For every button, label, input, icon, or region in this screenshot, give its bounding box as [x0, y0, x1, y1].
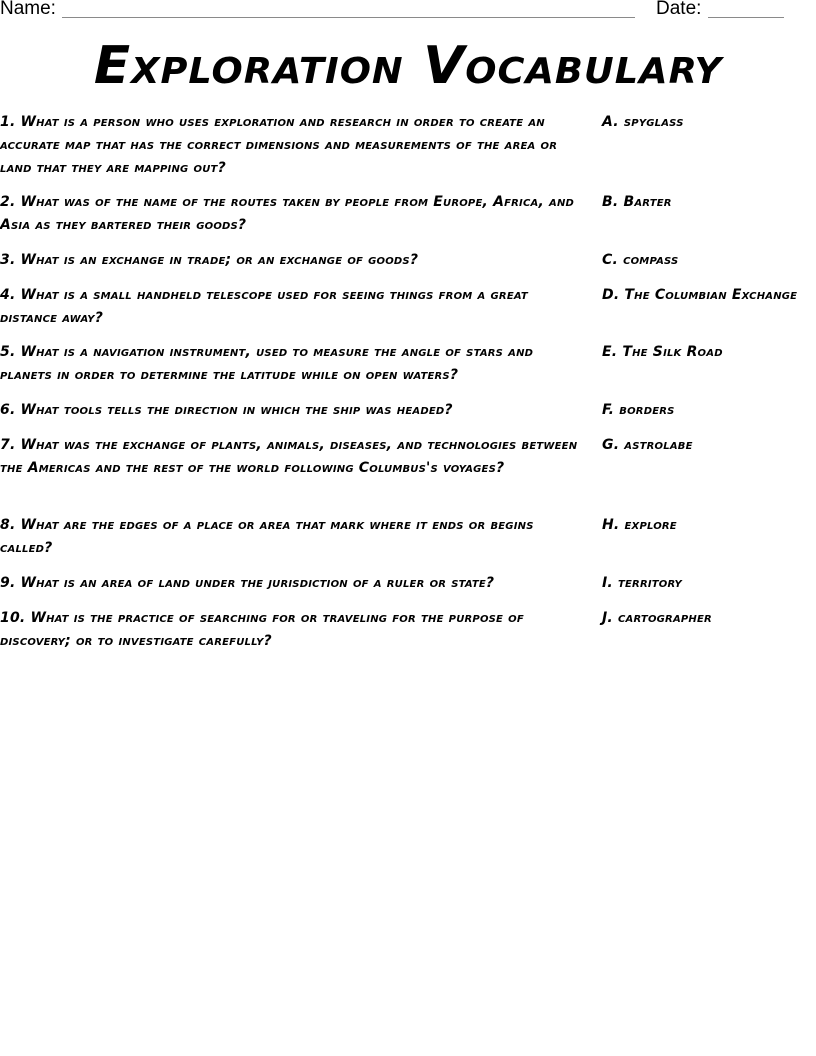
answer-j: J. cartographer [602, 610, 712, 626]
answer-e: E. The Silk Road [602, 344, 723, 360]
question-10: 10. What is the practice of searching for or traveling for the purpose of discovery; or to investigate carefully? [0, 610, 524, 649]
question-8: 8. What are the edges of a place or area that mark where it ends or begins called? [0, 517, 534, 556]
answer-d: D. The Columbian Exchange [602, 287, 798, 303]
question-9: 9. What is an area of land under the jurisdiction of a ruler or state? [0, 575, 495, 591]
question-7: 7. What was the exchange of plants, animals, diseases, and technologies between the Americas and the rest of the world following Columbus's voyages? [0, 437, 578, 476]
answer-b: B. Barter [602, 194, 672, 210]
question-6: 6. What tools tells the direction in which the ship was headed? [0, 402, 453, 418]
name-label: Name: [0, 0, 56, 19]
name-date-header [0, 0, 816, 24]
answer-f: F. borders [602, 402, 675, 418]
date-input-line[interactable] [708, 17, 784, 18]
answer-c: C. compass [602, 252, 679, 268]
answer-h: H. explore [602, 517, 677, 533]
question-5: 5. What is a navigation instrument, used to measure the angle of stars and planets in order to determine the latitude while on open waters? [0, 344, 534, 383]
question-2: 2. What was of the name of the routes taken by people from Europe, Africa, and Asia as they bartered their goods? [0, 194, 575, 233]
answer-a: A. spyglass [602, 114, 684, 130]
date-label: Date: [656, 0, 702, 19]
answer-g: G. astrolabe [602, 437, 693, 453]
answer-i: I. territory [602, 575, 682, 591]
question-4: 4. What is a small handheld telescope used for seeing things from a great distance away? [0, 287, 528, 326]
question-1: 1. What is a person who uses exploration and research in order to create an accurate map that has the correct dimensions and measurements of the area or land that they are mapping out? [0, 114, 558, 176]
name-input-line[interactable] [62, 17, 635, 18]
page-title: Exploration Vocabulary [93, 36, 723, 96]
question-3: 3. What is an exchange in trade; or an exchange of goods? [0, 252, 419, 268]
